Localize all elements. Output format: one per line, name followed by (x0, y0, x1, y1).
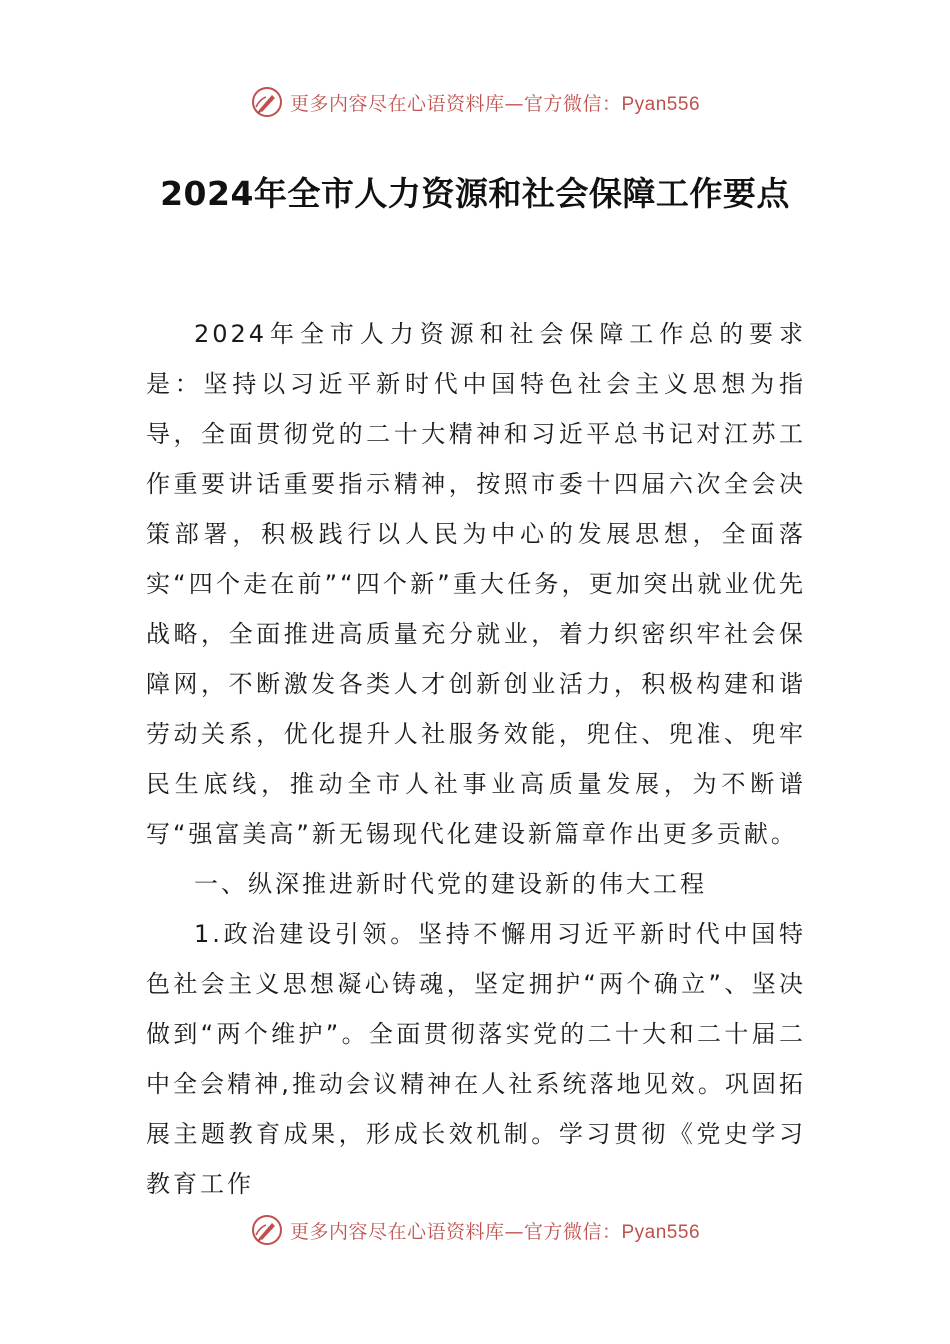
intro-paragraph: 2024年全市人力资源和社会保障工作总的要求是：坚持以习近平新时代中国特色社会主义思想为指导，全面贯彻党的二十大精神和习近平总书记对江苏工作重要讲话重要指示精神，按照市委十四届六次全会决策部署，积极践行以人民为中心的发展思想，全面落实“四个走在前”“四个新”重大任务，更加突出就业优先战略，全面推进高质量充分就业，着力织密织牢社会保障网，不断激发各类人才创新创业活力，积极构建和谐劳动关系，优化提升人社服务效能，兜住、兜准、兜牢民生底线，推动全市人社事业高质量发展，为不断谱写“强富美高”新无锡现代化建设新篇章作出更多贡献。 (146, 320, 806, 848)
watermark-text: 更多内容尽在心语资料库—官方微信：Pyan556 (289, 1220, 701, 1243)
pen-logo-icon (250, 85, 284, 119)
document-body (146, 309, 806, 1209)
body-paragraph: 1.政治建设引领。坚持不懈用习近平新时代中国特色社会主义思想凝心铸魂，坚定拥护“两个确立”、坚决做到“两个维护”。全面贯彻落实党的二十大和二十届二中全会精神,推动会议精神在人社系统落地见效。巩固拓展主题教育成果，形成长效机制。学习贯彻《党史学习教育工作 (146, 920, 806, 1198)
section-heading: 一、纵深推进新时代党的建设新的伟大工程 (194, 870, 707, 898)
document-title: 2024年全市人力资源和社会保障工作要点 (160, 174, 790, 213)
header-watermark (0, 82, 950, 122)
footer-watermark (0, 1210, 950, 1250)
watermark-text: 更多内容尽在心语资料库—官方微信：Pyan556 (289, 92, 701, 115)
pen-logo-icon (250, 1213, 284, 1247)
